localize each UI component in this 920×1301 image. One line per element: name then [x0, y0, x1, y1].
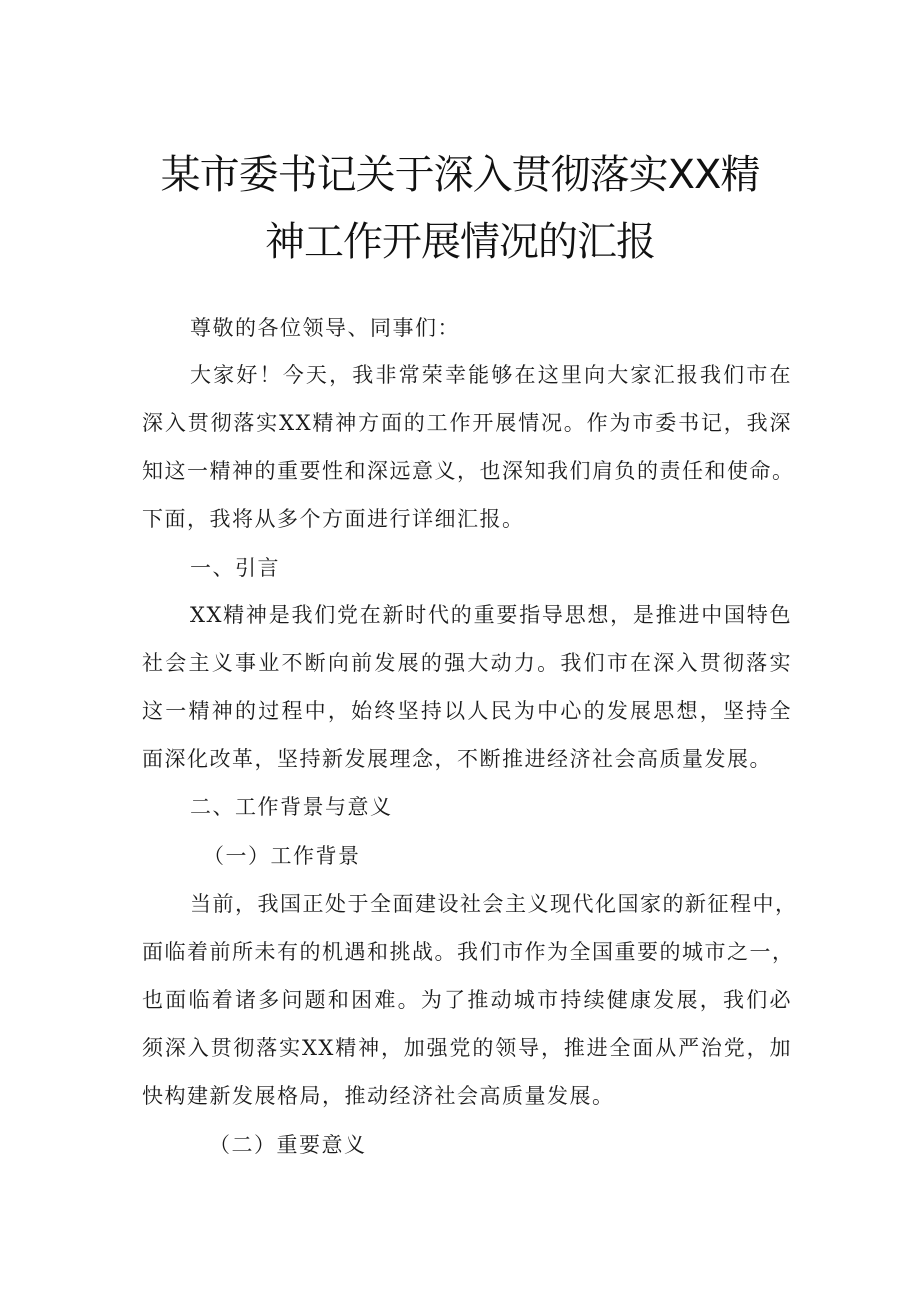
section-2-heading: 二、工作背景与意义 — [190, 795, 393, 819]
section-2-1-line-5: 快构建新发展格局，推动经济社会高质量发展。 — [142, 1084, 615, 1108]
section-1-heading: 一、引言 — [190, 556, 280, 580]
document-title-line-2: 神工作开展情况的汇报 — [265, 219, 655, 265]
section-2-1-line-1: 当前，我国正处于全面建设社会主义现代化国家的新征程中， — [190, 892, 798, 916]
intro-line-4: 下面，我将从多个方面进行详细汇报。 — [142, 507, 525, 531]
section-2-2-heading: （二）重要意义 — [209, 1133, 367, 1157]
section-2-1-line-2: 面临着前所未有的机遇和挑战。我们市作为全国重要的城市之一， — [142, 940, 795, 964]
intro-line-1: 大家好！今天，我非常荣幸能够在这里向大家汇报我们市在 — [190, 363, 792, 387]
section-1-line-1: XX精神是我们党在新时代的重要指导思想，是推进中国特色 — [190, 603, 792, 627]
section-2-1-heading: （一）工作背景 — [203, 844, 361, 868]
section-1-line-4: 面深化改革，坚持新发展理念，不断推进经济社会高质量发展。 — [142, 747, 772, 771]
greeting: 尊敬的各位领导、同事们： — [190, 316, 460, 340]
section-2-1-line-4: 须深入贯彻落实XX精神，加强党的领导，推进全面从严治党，加 — [142, 1036, 792, 1060]
document-title-line-1: 某市委书记关于深入贯彻落实XX精 — [160, 152, 760, 198]
section-1-line-2: 社会主义事业不断向前发展的强大动力。我们市在深入贯彻落实 — [142, 651, 792, 675]
section-2-1-line-3: 也面临着诸多问题和困难。为了推动城市持续健康发展，我们必 — [142, 988, 792, 1012]
intro-line-3: 知这一精神的重要性和深远意义，也深知我们肩负的责任和使命。 — [142, 459, 795, 483]
section-1-line-3: 这一精神的过程中，始终坚持以人民为中心的发展思想，坚持全 — [142, 699, 792, 723]
intro-line-2: 深入贯彻落实XX精神方面的工作开展情况。作为市委书记，我深 — [142, 411, 792, 435]
